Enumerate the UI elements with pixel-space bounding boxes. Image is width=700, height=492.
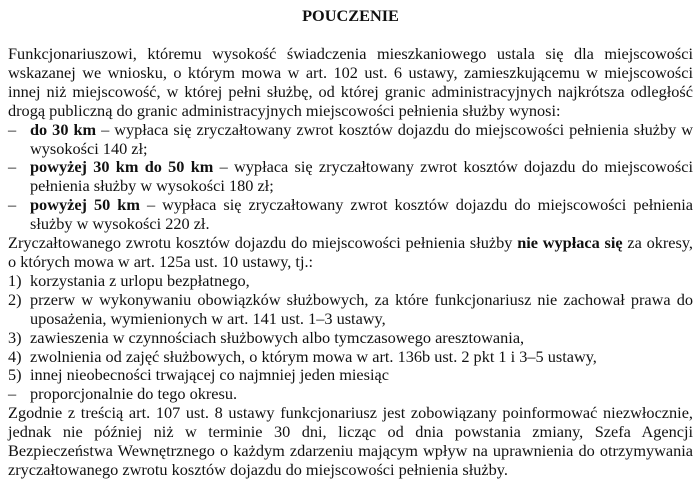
- distance-amount-text: – wypłaca się zryczałtowany zwrot kosztów dojazdu do miejscowości pełnienia służby w wysokości 180 zł;: [30, 157, 693, 196]
- distance-item-50: [8, 196, 693, 234]
- distance-item-30: [8, 121, 693, 159]
- document-title: POUCZENIE: [302, 6, 399, 25]
- distance-range: powyżej 30 km do 50 km: [30, 157, 214, 177]
- dash-marker: –: [8, 195, 17, 215]
- period-item: [8, 291, 693, 329]
- period-item: [8, 272, 693, 291]
- exclusion-paragraph: [8, 234, 693, 272]
- number-marker: 1): [8, 270, 22, 290]
- distance-item-text: [30, 196, 693, 234]
- period-item-text: innej nieobecności trwającej co najmniej jeden miesiąc: [30, 365, 389, 385]
- period-item-text: zawieszenia w czynnościach służbowych albo tymczasowego aresztowania,: [30, 327, 525, 347]
- number-marker: 3): [8, 327, 22, 347]
- distance-item-30-50: [8, 158, 693, 196]
- period-item-text: korzystania z urlopu bezpłatnego,: [30, 270, 250, 290]
- number-marker: 2): [8, 289, 22, 309]
- number-marker: 4): [8, 346, 22, 366]
- period-item: [8, 329, 693, 348]
- dash-marker: –: [8, 157, 17, 177]
- exclusion-emphasis: nie wypłaca się: [517, 233, 623, 253]
- dash-marker: –: [8, 384, 17, 404]
- period-item-text: przerw w wykonywaniu obowiązków służbowych, za które funkcjonariusz nie zachował prawa do uposażenia, wymienionych w art. 141 ust. 1–3 ustawy,: [30, 289, 693, 328]
- exclusion-text-start: Zryczałtowanego zwrotu kosztów dojazdu do miejscowości pełnienia służby: [8, 233, 518, 253]
- period-item-text: proporcjonalnie do tego okresu.: [30, 384, 238, 404]
- dash-marker: –: [8, 119, 17, 139]
- intro-paragraph: Funkcjonariuszowi, któremu wysokość świadczenia mieszkaniowego ustala się dla miejscowości wskazanej we wniosku, o którym mowa w art. 102 ust. 6 ustawy, zamieszkującemu w miejscowości innej niż miejscowość, w której pełni służbę, od której granic administracyjnych najkrótsza odległość drogą publiczną do granic administracyjnych miejscowości pełnienia służby wynosi:: [8, 44, 693, 120]
- distance-range: powyżej 50 km: [30, 195, 140, 215]
- distance-amount-text: – wypłaca się zryczałtowany zwrot kosztów dojazdu do miejscowości pełnienia służby w wysokości 140 zł;: [30, 119, 693, 158]
- closing-paragraph: Zgodnie z treścią art. 107 ust. 8 ustawy funkcjonariusz jest zobowiązany poinformować niezwłocznie, jednak nie później niż w terminie 30 dni, licząc od dnia powstania zmiany, Szefa Agencji Bezpieczeństwa Wewnętrznego o każdym zdarzeniu mającym wpływ na uprawnienia do otrzymywania zryczałtowanego zwrotu kosztów dojazdu do miejscowości pełnienia służby.: [8, 403, 693, 479]
- distance-item-text: [30, 121, 693, 159]
- period-item-text: zwolnienia od zajęć służbowych, o którym mowa w art. 136b ust. 2 pkt 1 i 3–5 ustawy,: [30, 346, 597, 366]
- distance-amount-text: – wypłaca się zryczałtowany zwrot kosztów dojazdu do miejscowości pełnienia służby w wysokości 220 zł.: [30, 195, 693, 234]
- distance-range: do 30 km: [30, 119, 97, 139]
- period-item: [8, 366, 693, 385]
- period-proportional-item: [8, 385, 693, 404]
- distance-item-text: [30, 158, 693, 196]
- exclusion-text-end: za okresy, o których mowa w art. 125a ust. 10 ustawy, tj.:: [8, 233, 694, 271]
- period-item: [8, 348, 693, 367]
- number-marker: 5): [8, 365, 22, 385]
